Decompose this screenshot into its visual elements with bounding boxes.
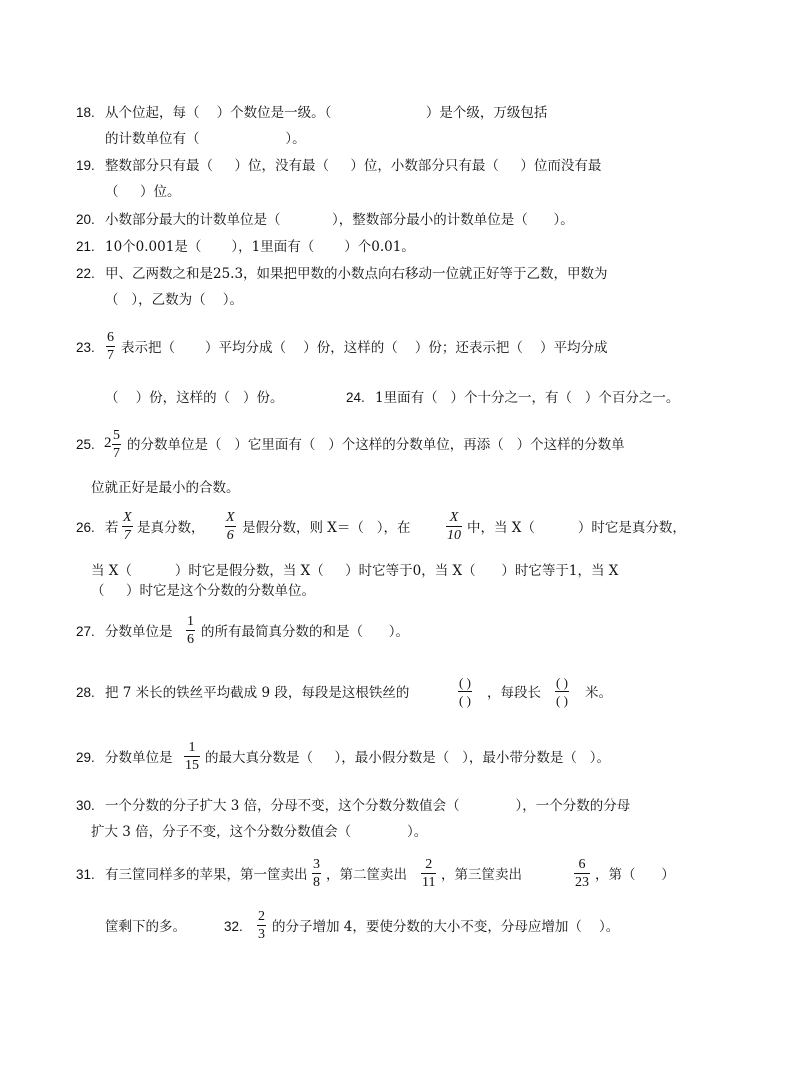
q22-line1: 甲、乙两数之和是25.3，如果把甲数的小数点向右移动一位就正好等于乙数，甲数为: [105, 266, 608, 282]
q31-fraction-6-23: [574, 857, 590, 890]
q23-number: 23.: [76, 340, 95, 355]
fraction-denominator: 7: [123, 528, 131, 543]
q23-line2: （ ）份，这样的（ ）份。: [105, 390, 284, 406]
fraction-bar: [257, 925, 266, 926]
fraction-bar: [106, 346, 115, 347]
fraction-numerator: 6: [107, 330, 114, 345]
fraction-numerator: 2: [258, 909, 265, 924]
fraction-numerator: X: [123, 510, 132, 525]
fraction-numerator: 6: [578, 857, 586, 872]
fraction-denominator: 6: [226, 528, 234, 543]
q25-whole-number: 2: [104, 435, 112, 451]
fraction-numerator: ( ): [459, 675, 471, 690]
q19-line2: （ ）位。: [105, 184, 181, 200]
fraction-bar: [112, 444, 121, 445]
q21-line1: 10个0.001是（ ），1里面有（ ）个0.01。: [105, 239, 415, 255]
fraction-numerator: 3: [313, 857, 320, 872]
q31-line2: 筐剩下的多。: [105, 919, 186, 935]
q22-line2: （ ），乙数为（ ）。: [105, 292, 244, 308]
q20-number: 20.: [76, 212, 95, 227]
q29-fraction: [184, 740, 200, 773]
fraction-bar: [421, 873, 436, 874]
fraction-denominator: ( ): [459, 693, 471, 708]
fraction-denominator: 7: [113, 446, 120, 461]
q26-line2: 当 X（ ）时它是假分数，当 X（ ）时它等于0，当 X（ ）时它等于1，当 X: [91, 563, 619, 579]
q20-line1: 小数部分最大的计数单位是（ ），整数部分最小的计数单位是（ ）。: [105, 212, 574, 228]
q28-fraction-blank-1: [458, 675, 472, 708]
q21-number: 21.: [76, 239, 95, 254]
fraction-denominator: 15: [185, 758, 199, 773]
q26-segment2: 是假分数，则 X＝（ ），在: [242, 520, 411, 536]
q28-segment: ，每段长: [487, 685, 541, 701]
fraction-bar: [446, 526, 462, 527]
q19-number: 19.: [76, 158, 95, 173]
fraction-denominator: ( ): [556, 693, 568, 708]
q28-prefix: 把 7 米长的铁丝平均截成 9 段，每段是这根铁丝的: [105, 685, 410, 701]
q30-line1: 一个分数的分子扩大 3 倍，分母不变，这个分数分数值会（ ），一个分数的分母: [105, 798, 631, 814]
q27-number: 27.: [76, 624, 95, 639]
fraction-denominator: 3: [258, 927, 265, 942]
q26-segment3: 中，当 X（ ）时它是真分数，: [467, 520, 686, 536]
q28-suffix: 米。: [585, 685, 612, 701]
q29-number: 29.: [76, 750, 95, 765]
q28-number: 28.: [76, 685, 95, 700]
q26-fraction-x-10: [446, 510, 462, 543]
q27-prefix: 分数单位是: [105, 624, 173, 640]
q27-fraction: [186, 614, 195, 647]
q25-number: 25.: [76, 437, 95, 452]
q29-prefix: 分数单位是: [105, 750, 173, 766]
q18-line2: 的计数单位有（ ）。: [105, 131, 306, 147]
fraction-numerator: 1: [188, 740, 196, 755]
q25-fraction: [112, 428, 121, 461]
q26-number: 26.: [76, 520, 95, 535]
q24-line1: 1里面有（ ）个十分之一，有（ ）个百分之一。: [375, 390, 680, 406]
q27-suffix: 的所有最简真分数的和是（ ）。: [201, 624, 409, 640]
q31-segment2: ，第三筐卖出: [441, 867, 522, 883]
q30-number: 30.: [76, 798, 95, 813]
fraction-bar: [122, 526, 133, 527]
q19-line1: 整数部分只有最（ ）位，没有最（ ）位，小数部分只有最（ ）位而没有最: [105, 158, 602, 174]
q32-number: 32.: [224, 919, 243, 934]
fraction-bar: [574, 873, 590, 874]
q22-number: 22.: [76, 266, 95, 281]
fraction-bar: [186, 630, 195, 631]
fraction-denominator: 10: [447, 528, 461, 543]
q23-line1: 表示把（ ）平均分成（ ）份，这样的（ ）份；还表示把（ ）平均分成: [121, 340, 608, 356]
fraction-denominator: 6: [187, 632, 194, 647]
q18-line1: 从个位起，每（ ）个数位是一级。（ ）是个级，万级包括: [105, 105, 548, 121]
q29-suffix: 的最大真分数是（ ），最小假分数是（ ），最小带分数是（ ）。: [205, 750, 610, 766]
q25-line1: 的分数单位是（ ）它里面有（ ）个这样的分数单位，再添（ ）个这样的分数单: [127, 437, 625, 453]
fraction-numerator: 2: [425, 857, 433, 872]
q31-fraction-3-8: [312, 857, 321, 890]
q31-segment1: ，第二筐卖出: [326, 867, 407, 883]
q26-fraction-x-6: [225, 510, 236, 543]
q26-segment1: 是真分数，: [137, 520, 205, 536]
q24-number: 24.: [346, 390, 365, 405]
q28-fraction-blank-2: [555, 675, 569, 708]
fraction-bar: [225, 526, 236, 527]
q23-fraction: [106, 330, 115, 363]
q18-number: 18.: [76, 105, 95, 120]
fraction-denominator: 8: [313, 875, 320, 890]
q31-fraction-2-11: [421, 857, 436, 890]
fraction-numerator: 5: [113, 428, 120, 443]
fraction-bar: [184, 756, 200, 757]
q31-prefix: 有三筐同样多的苹果，第一筐卖出: [105, 867, 308, 883]
fraction-numerator: ( ): [556, 675, 568, 690]
q26-fraction-x-7: [122, 510, 133, 543]
fraction-numerator: X: [449, 510, 459, 525]
q32-fraction: [257, 909, 266, 942]
fraction-bar: [312, 873, 321, 874]
fraction-denominator: 23: [575, 875, 589, 890]
fraction-numerator: 1: [187, 614, 194, 629]
q32-suffix: 的分子增加 4，要使分数的大小不变，分母应增加（ ）。: [272, 919, 620, 935]
q30-line2: 扩大 3 倍，分子不变，这个分数分数值会（ ）。: [91, 824, 428, 840]
fraction-denominator: 7: [107, 348, 114, 363]
fraction-denominator: 11: [422, 875, 436, 890]
q25-line2: 位就正好是最小的合数。: [91, 480, 240, 496]
fraction-bar: [458, 691, 472, 692]
fraction-numerator: X: [226, 510, 235, 525]
q31-suffix: ，第（ ）: [595, 867, 675, 883]
q26-line3: （ ）时它是这个分数的分数单位。: [91, 583, 315, 599]
fraction-bar: [555, 691, 569, 692]
q26-prefix: 若: [105, 520, 119, 536]
q31-number: 31.: [76, 867, 95, 882]
